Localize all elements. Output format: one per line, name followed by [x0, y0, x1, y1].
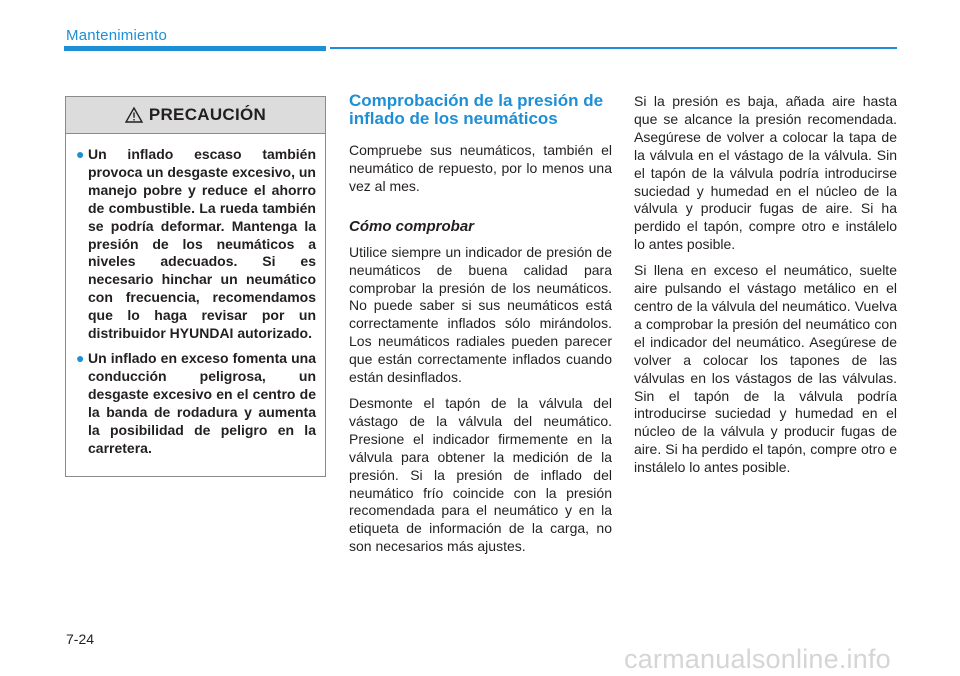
caution-title: PRECAUCIÓN [148, 105, 267, 124]
caution-item-text: Un inflado escaso también provoca un desgaste excesivo, un manejo pobre y reduce el ahorro de combustible. La rueda también se podría deformar. Mantenga la presión de los neumáticos a niveles adecuados. Si es necesario hinchar un neumático con frecuencia, recomendamos que lo haga revisar por un distribuidor HYUNDAI autorizado. [88, 146, 316, 342]
watermark: carmanualsonline.info [624, 644, 891, 674]
intro-paragraph: Compruebe sus neumáticos, también el neumático de repuesto, por lo menos una vez al mes. [349, 142, 612, 194]
page-number: 7-24 [66, 631, 95, 647]
body-paragraph: Si la presión es baja, añada aire hasta que se alcance la presión recomendada. Asegúrese de volver a colocar la tapa de la válvula en el vástago de la válvula. Sin el tapón de la válvula podría introducirse suciedad y humedad en el núcleo de la válvula y producir fugas de aire. Si ha perdido el tapón, compre otro e instálelo lo antes posible. [634, 93, 897, 253]
caution-list [66, 134, 325, 457]
caution-item [76, 349, 316, 457]
bullet-icon: ● [76, 146, 85, 162]
caution-item-text: Un inflado en exceso fomenta una conducción peligrosa, un desgaste excesivo en el centro de la banda de rodadura y aumenta la posibilidad de peligro en la carretera. [88, 349, 316, 456]
caution-header [66, 97, 325, 134]
caution-item [76, 146, 316, 343]
section-title: Comprobación de la presión de inflado de los neumáticos [349, 91, 604, 128]
body-paragraph: Desmonte el tapón de la válvula del vástago de la válvula del neumático. Presione el indicador firmemente en la válvula para obtener la medición de la presión. Si la presión de inflado del neumático frío coincide con la presión recomendada para el neumático y en la etiqueta de información de la carga, no son necesarios más ajustes. [349, 394, 612, 555]
body-paragraph: Utilice siempre un indicador de presión de neumáticos de buena calidad para comprobar la presión de los neumáticos. No puede saber si sus neumáticos está correctamente inflados sólo mirándolos. Los neumáticos radiales pueden parecer que están correctamente inflados cuando están desinflados. [349, 243, 612, 386]
caution-box [65, 96, 326, 477]
subsection-title: Cómo comprobar [349, 217, 475, 235]
header-rule-thick [64, 46, 326, 51]
section-header: Mantenimiento [66, 27, 167, 44]
header-rule-thin [330, 47, 897, 49]
warning-triangle-icon [125, 107, 143, 123]
body-paragraph: Si llena en exceso el neumático, suelte aire pulsando el vástago metálico en el centro de la válvula del neumático. Vuelva a comprobar la presión del neumático con el indicador del neumático. Asegúrese de volver a colocar los tapones de las válvulas en los vástagos de las válvulas. Sin el tapón de la válvula podría introducirse suciedad y humedad en el núcleo de la válvula y producir fugas de aire. Si ha perdido el tapón, compre otro e instálelo lo antes posible. [634, 262, 897, 476]
right-column [634, 93, 897, 477]
bullet-icon: ● [76, 349, 85, 366]
middle-column [349, 92, 612, 556]
